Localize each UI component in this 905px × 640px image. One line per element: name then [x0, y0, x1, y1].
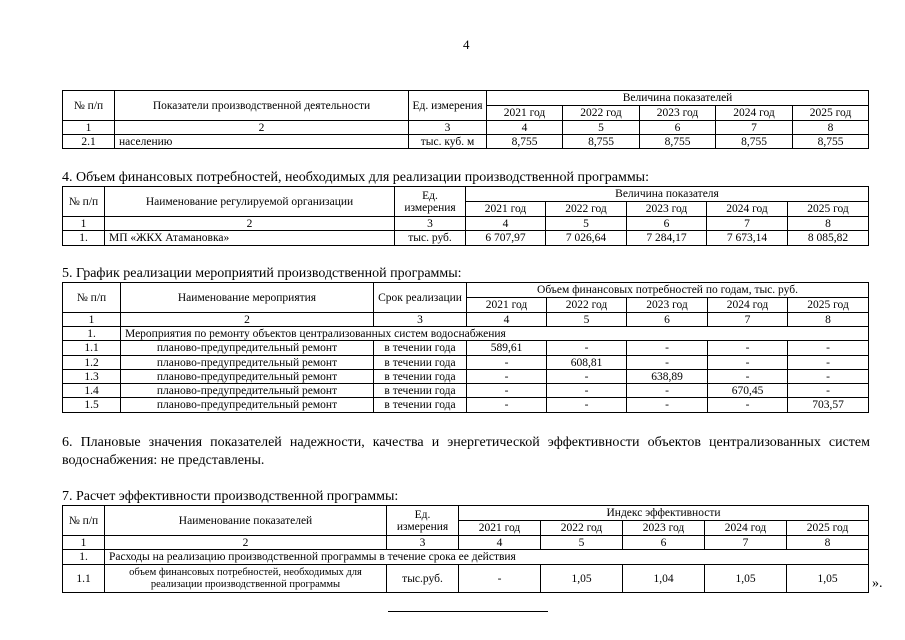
index-cell: 6	[623, 536, 705, 550]
column-index-row	[63, 121, 869, 135]
index-cell: 1	[63, 536, 105, 550]
row-name: планово-предупредительный ремонт	[121, 398, 374, 413]
index-cell: 7	[716, 121, 793, 135]
value-cell: 7 673,14	[707, 231, 788, 246]
value-cell: 703,57	[788, 398, 869, 413]
index-cell: 2	[105, 217, 395, 231]
value-cell: -	[467, 356, 547, 370]
section-6-paragraph: 6. Плановые значения показателей надежности, качества и энергетической эффективности объектов централизованных систем водоснабжения: не представлены.	[62, 435, 870, 468]
row-term: в течении года	[374, 341, 467, 356]
row-num: 1.	[63, 327, 121, 341]
year-header: 2023 год	[623, 521, 705, 536]
col-header-num: № п/п	[63, 91, 115, 121]
value-cell: -	[467, 370, 547, 384]
column-index-row	[63, 536, 869, 550]
index-cell: 4	[487, 121, 563, 135]
value-cell: -	[788, 356, 869, 370]
value-cell: -	[459, 565, 541, 593]
year-header: 2025 год	[793, 106, 869, 121]
value-cell: -	[708, 341, 788, 356]
year-header: 2022 год	[563, 106, 640, 121]
col-header-name: Показатели производственной деятельности	[115, 91, 409, 121]
year-header: 2024 год	[707, 202, 788, 217]
row-num: 1.5	[63, 398, 121, 413]
value-cell: 8 085,82	[788, 231, 869, 246]
col-header-group: Объем финансовых потребностей по годам, тыс. руб.	[467, 283, 869, 298]
row-num: 1.4	[63, 384, 121, 398]
row-unit: тыс. руб.	[395, 231, 466, 246]
page-number: 4	[463, 37, 470, 52]
row-num: 1.1	[63, 341, 121, 356]
index-cell: 4	[466, 217, 546, 231]
index-cell: 7	[705, 536, 787, 550]
value-cell: -	[627, 384, 708, 398]
row-term: в течении года	[374, 398, 467, 413]
row-name: планово-предупредительный ремонт	[121, 384, 374, 398]
col-header-num: № п/п	[63, 506, 105, 536]
index-cell: 4	[467, 313, 547, 327]
row-num: 1.3	[63, 370, 121, 384]
year-header: 2021 год	[487, 106, 563, 121]
row-num: 1.1	[63, 565, 105, 593]
index-cell: 1	[63, 217, 105, 231]
index-cell: 8	[793, 121, 869, 135]
value-cell: 638,89	[627, 370, 708, 384]
year-header: 2023 год	[627, 298, 708, 313]
row-name: объем финансовых потребностей, необходимых для реализации производственной программы	[105, 565, 387, 593]
row-name: населению	[115, 135, 409, 149]
row-num: 1.	[63, 550, 105, 565]
group-row	[63, 550, 869, 565]
year-header: 2021 год	[466, 202, 546, 217]
col-header-unit: Ед. измерения	[387, 506, 459, 536]
index-cell: 8	[788, 217, 869, 231]
row-name: планово-предупредительный ремонт	[121, 356, 374, 370]
value-cell: 6 707,97	[466, 231, 546, 246]
year-header: 2021 год	[459, 521, 541, 536]
index-cell: 4	[459, 536, 541, 550]
col-header-group: Величина показателей	[487, 91, 869, 106]
row-unit: тыс.руб.	[387, 565, 459, 593]
year-header: 2022 год	[546, 202, 627, 217]
index-cell: 3	[395, 217, 466, 231]
value-cell: 7 284,17	[627, 231, 707, 246]
value-cell: -	[547, 341, 627, 356]
table-row	[63, 356, 869, 370]
col-header-num: № п/п	[63, 187, 105, 217]
row-term: в течении года	[374, 370, 467, 384]
col-header-name: Наименование регулируемой организации	[105, 187, 395, 217]
measures-schedule-table	[62, 282, 869, 413]
row-term: в течении года	[374, 356, 467, 370]
value-cell: -	[788, 370, 869, 384]
value-cell: 1,05	[541, 565, 623, 593]
table-row	[63, 231, 869, 246]
group-title: Мероприятия по ремонту объектов централизованных систем водоснабжения	[121, 327, 869, 341]
index-cell: 2	[105, 536, 387, 550]
index-cell: 3	[387, 536, 459, 550]
row-unit: тыс. куб. м	[409, 135, 487, 149]
col-header-group: Величина показателя	[466, 187, 869, 202]
value-cell: -	[627, 341, 708, 356]
value-cell: 8,755	[716, 135, 793, 149]
row-num: 1.	[63, 231, 105, 246]
index-cell: 5	[546, 217, 627, 231]
value-cell: 8,755	[563, 135, 640, 149]
table-row	[63, 384, 869, 398]
index-cell: 5	[541, 536, 623, 550]
value-cell: -	[627, 398, 708, 413]
year-header: 2025 год	[788, 298, 869, 313]
table-row	[63, 565, 869, 593]
col-header-unit: Ед. измерения	[409, 91, 487, 121]
index-cell: 8	[788, 313, 869, 327]
row-name: МП «ЖКХ Атамановка»	[105, 231, 395, 246]
production-indicators-table	[62, 90, 869, 149]
index-cell: 7	[708, 313, 788, 327]
index-cell: 6	[640, 121, 716, 135]
value-cell: 1,05	[705, 565, 787, 593]
closing-quote-mark: ».	[872, 576, 883, 591]
section-5-heading: 5. График реализации мероприятий производственной программы:	[62, 266, 462, 281]
year-header: 2023 год	[627, 202, 707, 217]
value-cell: 1,05	[787, 565, 869, 593]
col-header-group: Индекс эффективности	[459, 506, 869, 521]
group-title: Расходы на реализацию производственной программы в течение срока ее действия	[105, 550, 869, 565]
index-cell: 1	[63, 121, 115, 135]
row-name: планово-предупредительный ремонт	[121, 341, 374, 356]
efficiency-table	[62, 505, 869, 593]
index-cell: 5	[547, 313, 627, 327]
year-header: 2021 год	[467, 298, 547, 313]
value-cell: -	[708, 356, 788, 370]
row-num: 2.1	[63, 135, 115, 149]
value-cell: -	[547, 384, 627, 398]
value-cell: -	[708, 398, 788, 413]
year-header: 2025 год	[788, 202, 869, 217]
year-header: 2024 год	[716, 106, 793, 121]
year-header: 2025 год	[787, 521, 869, 536]
value-cell: 7 026,64	[546, 231, 627, 246]
index-cell: 6	[627, 217, 707, 231]
index-cell: 1	[63, 313, 121, 327]
section-4-heading: 4. Объем финансовых потребностей, необходимых для реализации производственной программы:	[62, 170, 649, 185]
year-header: 2024 год	[708, 298, 788, 313]
value-cell: -	[788, 341, 869, 356]
value-cell: -	[708, 370, 788, 384]
year-header: 2022 год	[547, 298, 627, 313]
value-cell: 1,04	[623, 565, 705, 593]
group-row	[63, 327, 869, 341]
value-cell: 608,81	[547, 356, 627, 370]
index-cell: 3	[374, 313, 467, 327]
index-cell: 7	[707, 217, 788, 231]
value-cell: -	[627, 356, 708, 370]
value-cell: 8,755	[487, 135, 563, 149]
value-cell: -	[547, 398, 627, 413]
row-num: 1.2	[63, 356, 121, 370]
table-row	[63, 398, 869, 413]
col-header-name: Наименование мероприятия	[121, 283, 374, 313]
table-row	[63, 135, 869, 149]
table-row	[63, 370, 869, 384]
table-row	[63, 341, 869, 356]
value-cell: 589,61	[467, 341, 547, 356]
value-cell: 8,755	[640, 135, 716, 149]
financial-needs-table	[62, 186, 869, 246]
year-header: 2024 год	[705, 521, 787, 536]
index-cell: 8	[787, 536, 869, 550]
col-header-term: Срок реализации	[374, 283, 467, 313]
bottom-divider	[388, 611, 548, 612]
value-cell: -	[467, 384, 547, 398]
col-header-unit: Ед. измерения	[395, 187, 466, 217]
col-header-name: Наименование показателей	[105, 506, 387, 536]
index-cell: 2	[121, 313, 374, 327]
section-7-heading: 7. Расчет эффективности производственной программы:	[62, 489, 399, 504]
index-cell: 6	[627, 313, 708, 327]
column-index-row	[63, 313, 869, 327]
value-cell: -	[547, 370, 627, 384]
index-cell: 3	[409, 121, 487, 135]
value-cell: 8,755	[793, 135, 869, 149]
column-index-row	[63, 217, 869, 231]
col-header-num: № п/п	[63, 283, 121, 313]
row-term: в течении года	[374, 384, 467, 398]
value-cell: -	[788, 384, 869, 398]
year-header: 2022 год	[541, 521, 623, 536]
year-header: 2023 год	[640, 106, 716, 121]
index-cell: 5	[563, 121, 640, 135]
index-cell: 2	[115, 121, 409, 135]
value-cell: 670,45	[708, 384, 788, 398]
row-name: планово-предупредительный ремонт	[121, 370, 374, 384]
value-cell: -	[467, 398, 547, 413]
